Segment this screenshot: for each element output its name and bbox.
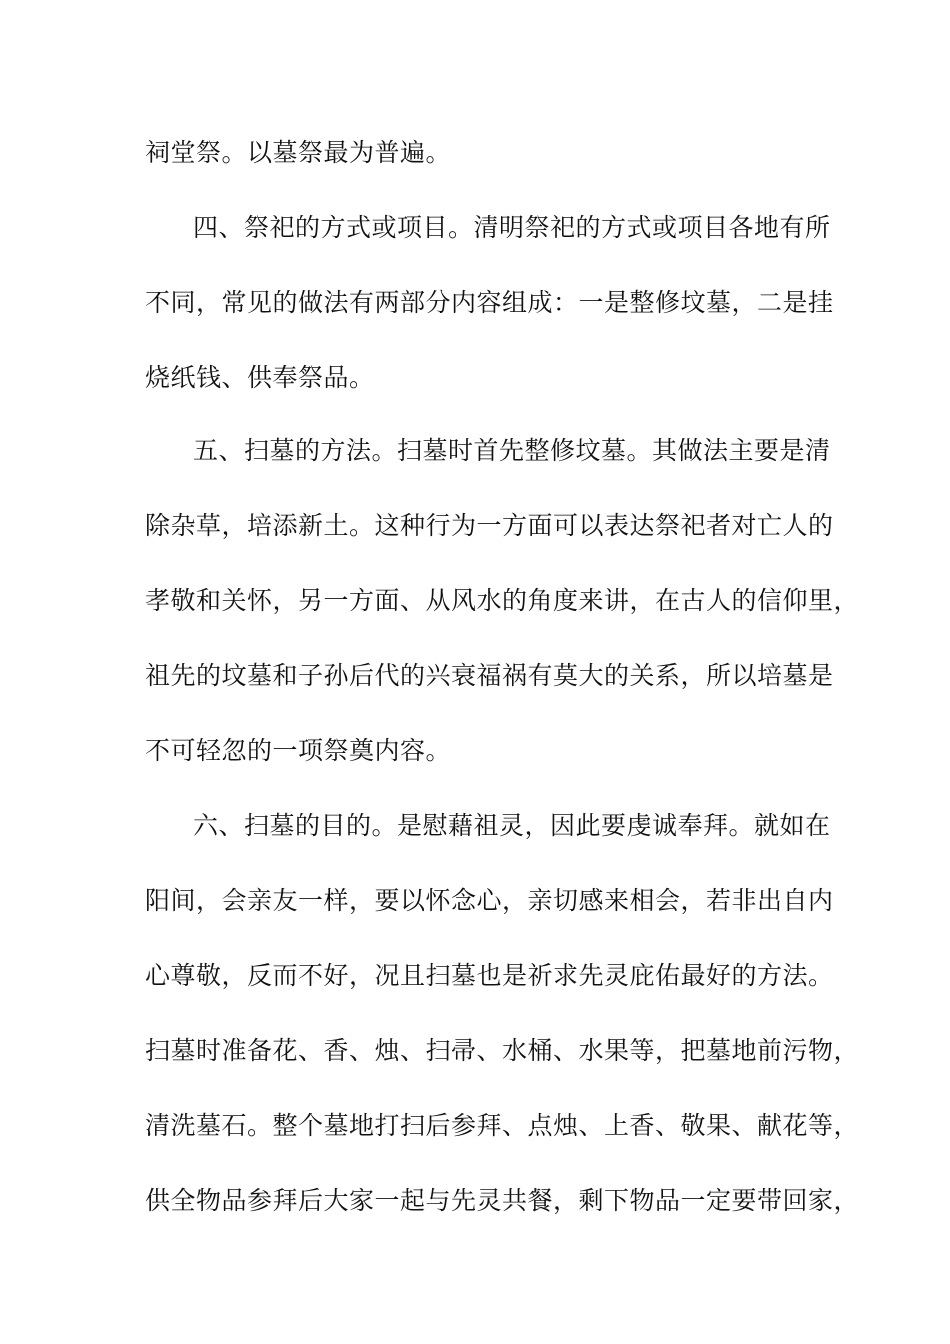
paragraph-4-line: 四、祭祀的方式或项目。清明祭祀的方式或项目各地有所 — [193, 213, 831, 242]
paragraph-5-line: 五、扫墓的方法。扫墓时首先整修坟墓。其做法主要是清 — [193, 436, 831, 465]
text-line: 心尊敬，反而不好，况且扫墓也是祈求先灵庇佑最好的方法。 — [145, 961, 834, 990]
text-line: 祠堂祭。以墓祭最为普遍。 — [145, 138, 452, 167]
text-line: 阳间，会亲友一样，要以怀念心，亲切感来相会，若非出自内 — [145, 886, 834, 915]
text-line: 祖先的坟墓和子孙后代的兴衰福祸有莫大的关系，所以培墓是 — [145, 661, 834, 690]
text-line: 供全物品参拜后大家一起与先灵共餐，剩下物品一定要带回家， — [145, 1186, 860, 1215]
text-line: 孝敬和关怀，另一方面、从风水的角度来讲，在古人的信仰里， — [145, 586, 860, 615]
text-line: 烧纸钱、供奉祭品。 — [145, 363, 375, 392]
text-line: 清洗墓石。整个墓地打扫后参拜、点烛、上香、敬果、献花等， — [145, 1111, 860, 1140]
text-line: 除杂草，培添新土。这种行为一方面可以表达祭祀者对亡人的 — [145, 511, 834, 540]
text-line: 不同，常见的做法有两部分内容组成：一是整修坟墓，二是挂 — [145, 288, 834, 317]
text-line: 不可轻忽的一项祭奠内容。 — [145, 736, 452, 765]
text-line: 扫墓时准备花、香、烛、扫帚、水桶、水果等，把墓地前污物， — [145, 1036, 860, 1065]
paragraph-6-line: 六、扫墓的目的。是慰藉祖灵，因此要虔诚奉拜。就如在 — [193, 811, 831, 840]
